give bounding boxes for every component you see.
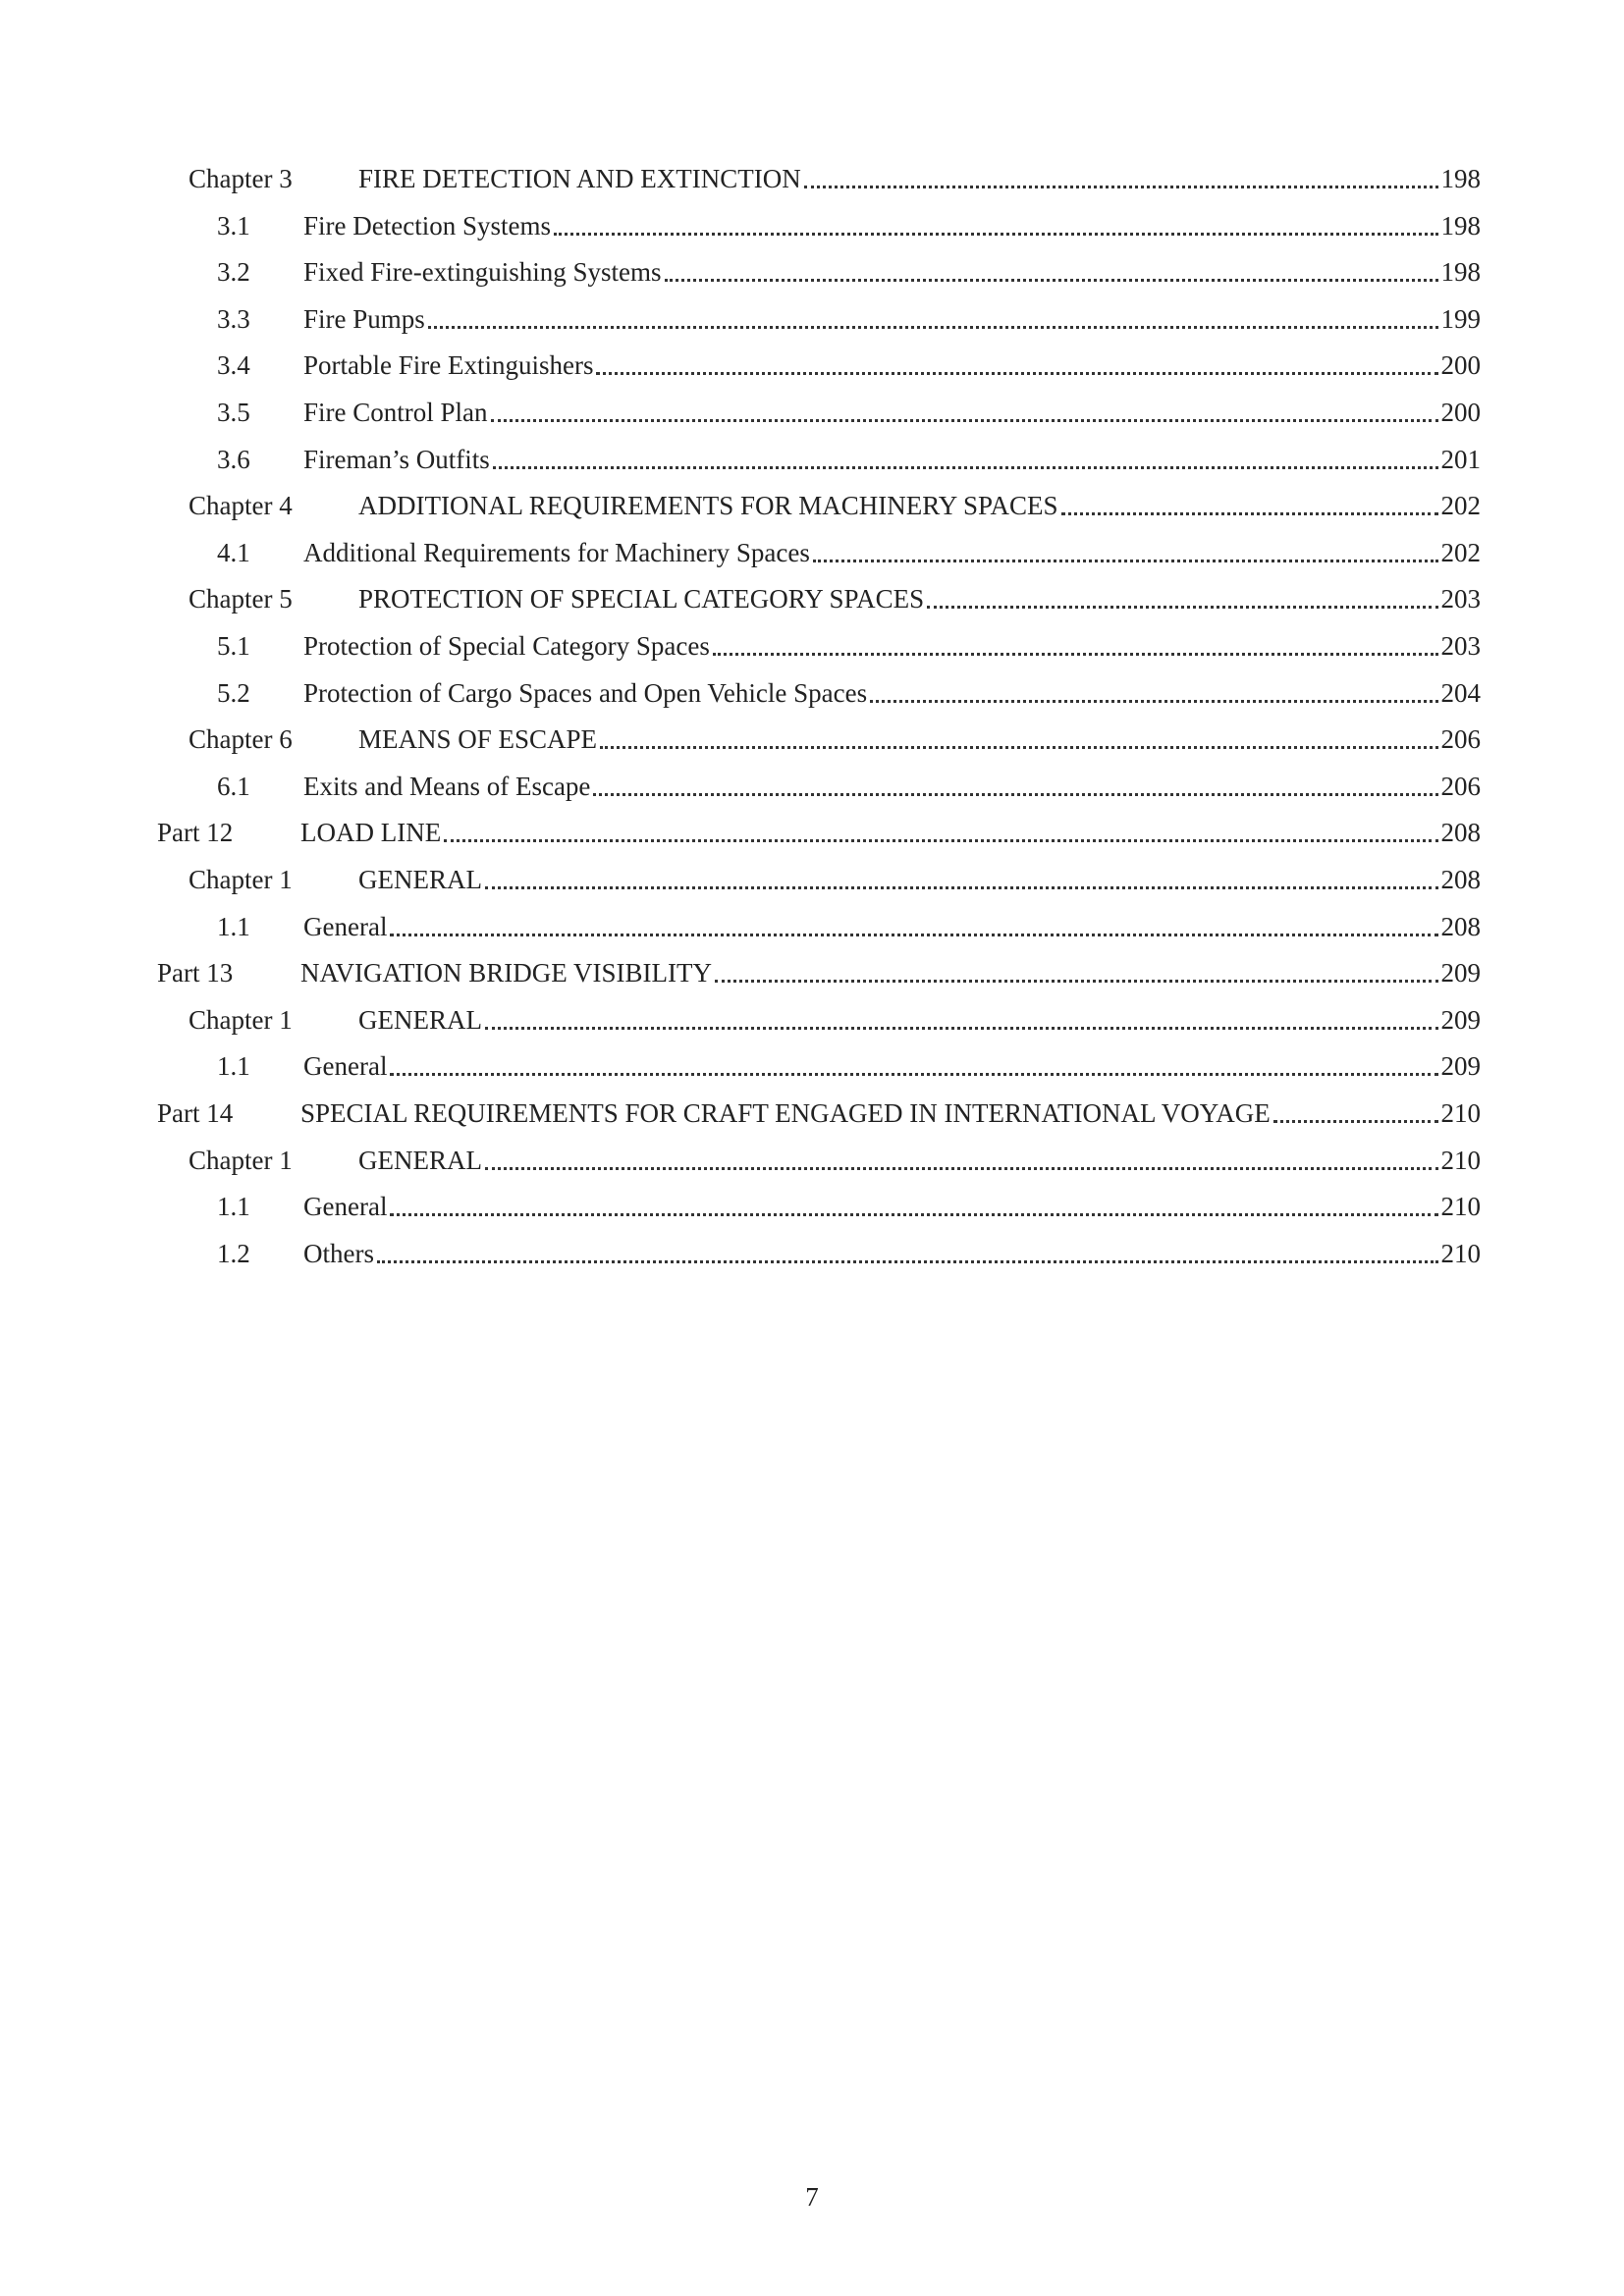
toc-entry-label: 1.1 [217,912,250,941]
toc-entry-page: 202 [1440,538,1481,567]
toc-entry-label: 3.1 [217,211,250,240]
toc-entry-section[interactable] [217,386,1481,429]
toc-entry-label: Chapter 3 [189,164,293,193]
toc-entry-label: 5.1 [217,631,250,661]
toc-entry-label: 6.1 [217,772,250,801]
toc-entry-section[interactable] [217,293,1481,336]
dot-leader [428,316,1438,329]
toc-entry-label: Chapter 1 [189,865,293,894]
dot-leader [491,409,1438,422]
toc-entry-title: Portable Fire Extinguishers [303,350,594,380]
toc-entry-title: SPECIAL REQUIREMENTS FOR CRAFT ENGAGED IN INTERNATIONAL VOYAGE [300,1098,1271,1128]
dot-leader [600,736,1437,749]
dot-leader [713,643,1438,656]
toc-entry-page: 206 [1440,772,1481,801]
toc-entry-label: 3.5 [217,398,250,427]
toc-entry-title: Fire Pumps [303,304,425,334]
toc-entry-page: 201 [1440,445,1481,474]
toc-entry-section[interactable] [217,1180,1481,1223]
dot-leader [485,1157,1438,1170]
toc-entry-section[interactable] [217,339,1481,382]
dot-leader [870,690,1437,703]
dot-leader [554,223,1438,236]
toc-entry-title: General [303,912,388,941]
toc-entry-page: 203 [1440,631,1481,661]
toc-entry-label: 5.2 [217,678,250,708]
toc-entry-page: 210 [1440,1098,1481,1128]
toc-entry-page: 200 [1440,398,1481,427]
dot-leader [1061,503,1438,515]
toc-entry-page: 202 [1440,491,1481,520]
dot-leader [390,1203,1437,1216]
dot-leader [444,829,1437,842]
toc-entry-chapter[interactable] [189,479,1481,522]
toc-entry-label: 3.2 [217,257,250,287]
toc-entry-chapter[interactable] [189,853,1481,896]
toc-entry-title: Fixed Fire-extinguishing Systems [303,257,662,287]
toc-entry-page: 204 [1440,678,1481,708]
toc-entry-label: 4.1 [217,538,250,567]
dot-leader [390,1063,1437,1076]
dot-leader [390,924,1437,936]
toc-entry-label: Chapter 1 [189,1005,293,1035]
toc-entry-page: 210 [1440,1192,1481,1221]
toc-entry-title: PROTECTION OF SPECIAL CATEGORY SPACES [358,584,925,614]
toc-entry-title: GENERAL [358,865,482,894]
dot-leader [485,1017,1438,1030]
toc-entry-page: 199 [1440,304,1481,334]
toc-entry-chapter[interactable] [189,152,1481,195]
toc-entry-page: 208 [1440,818,1481,847]
toc-entry-label: Part 12 [157,818,234,847]
toc-entry-part[interactable] [157,1087,1481,1130]
dot-leader [927,596,1437,609]
toc-entry-title: Fire Detection Systems [303,211,551,240]
toc-entry-section[interactable] [217,760,1481,803]
toc-entry-title: Protection of Special Category Spaces [303,631,710,661]
toc-entry-title: LOAD LINE [300,818,442,847]
toc-entry-part[interactable] [157,946,1481,989]
toc-entry-title: Exits and Means of Escape [303,772,591,801]
toc-entry-page: 198 [1440,164,1481,193]
toc-entry-title: Others [303,1239,374,1268]
toc-entry-label: 3.3 [217,304,250,334]
toc-entry-title: General [303,1192,388,1221]
toc-entry-page: 208 [1440,912,1481,941]
toc-entry-title: General [303,1051,388,1081]
toc-entry-chapter[interactable] [189,572,1481,615]
toc-entry-page: 203 [1440,584,1481,614]
toc-entry-section[interactable] [217,1040,1481,1083]
dot-leader [493,456,1438,469]
toc-entry-page: 208 [1440,865,1481,894]
toc-entry-label: Chapter 5 [189,584,293,614]
toc-entry-chapter[interactable] [189,993,1481,1037]
toc-entry-label: Chapter 4 [189,491,293,520]
page-number: 7 [805,2182,819,2212]
toc-entry-label: 1.2 [217,1239,250,1268]
toc-entry-section[interactable] [217,900,1481,943]
toc-entry-section[interactable] [217,619,1481,663]
toc-entry-page: 200 [1440,350,1481,380]
toc-entry-title: GENERAL [358,1005,482,1035]
toc-entry-title: ADDITIONAL REQUIREMENTS FOR MACHINERY SPACES [358,491,1058,520]
dot-leader [715,970,1438,983]
toc-entry-part[interactable] [157,806,1481,849]
toc-entry-label: Chapter 6 [189,724,293,754]
toc-entry-title: GENERAL [358,1146,482,1175]
dot-leader [377,1251,1438,1263]
toc-entry-page: 209 [1440,1005,1481,1035]
toc-entry-title: Fireman’s Outfits [303,445,490,474]
toc-entry-section[interactable] [217,433,1481,476]
dot-leader [813,550,1438,562]
toc-entry-label: 1.1 [217,1051,250,1081]
toc-entry-title: Fire Control Plan [303,398,488,427]
toc-entry-section[interactable] [217,245,1481,289]
toc-entry-section[interactable] [217,667,1481,710]
dot-leader [1273,1110,1438,1123]
toc-entry-chapter[interactable] [189,1134,1481,1177]
toc-entry-title: Additional Requirements for Machinery Spaces [303,538,810,567]
toc-entry-title: NAVIGATION BRIDGE VISIBILITY [300,958,712,988]
dot-leader [593,783,1437,796]
toc-entry-page: 210 [1440,1146,1481,1175]
toc-entry-section[interactable] [217,1227,1481,1270]
toc-entry-title: FIRE DETECTION AND EXTINCTION [358,164,801,193]
toc-entry-title: MEANS OF ESCAPE [358,724,598,754]
toc-entry-label: 1.1 [217,1192,250,1221]
toc-entry-section[interactable] [217,526,1481,569]
toc-entry-title: Protection of Cargo Spaces and Open Vehicle Spaces [303,678,868,708]
toc-entry-page: 198 [1440,257,1481,287]
toc-entry-page: 209 [1440,1051,1481,1081]
toc-entry-label: 3.6 [217,445,250,474]
toc-entry-page: 210 [1440,1239,1481,1268]
toc-entry-page: 209 [1440,958,1481,988]
toc-entry-section[interactable] [217,199,1481,242]
toc-entry-label: Part 14 [157,1098,234,1128]
toc-entry-label: 3.4 [217,350,250,380]
toc-entry-page: 198 [1440,211,1481,240]
toc-entry-chapter[interactable] [189,713,1481,756]
dot-leader [485,877,1438,889]
toc-entry-label: Chapter 1 [189,1146,293,1175]
toc-entry-page: 206 [1440,724,1481,754]
dot-leader [596,362,1437,375]
toc-entry-label: Part 13 [157,958,234,988]
dot-leader [804,176,1438,188]
dot-leader [665,269,1438,282]
